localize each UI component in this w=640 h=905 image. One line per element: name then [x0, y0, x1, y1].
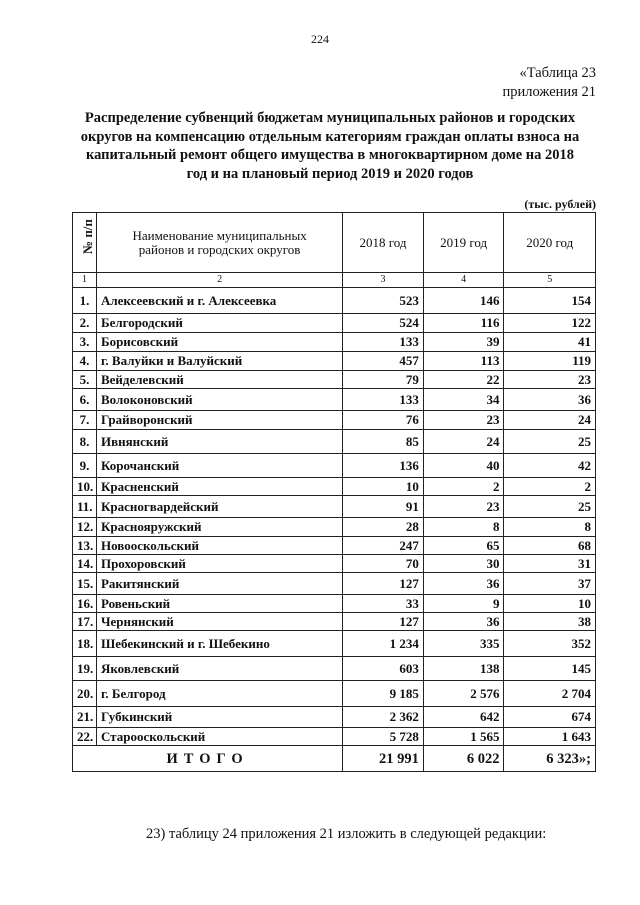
row-value-2019: 9 — [423, 595, 504, 613]
table-row — [73, 478, 596, 496]
row-number: 6. — [73, 389, 97, 411]
row-value-2018: 127 — [343, 573, 424, 595]
table-row — [73, 595, 596, 613]
subvention-table — [72, 212, 596, 772]
row-value-2020: 36 — [504, 389, 596, 411]
row-value-2019: 39 — [423, 333, 504, 352]
header-2019: 2019 год — [423, 213, 504, 273]
row-value-2019: 30 — [423, 555, 504, 573]
row-name: Яковлевский — [96, 657, 342, 681]
row-value-2020: 23 — [504, 371, 596, 389]
row-value-2020: 37 — [504, 573, 596, 595]
table-row — [73, 657, 596, 681]
row-number: 4. — [73, 352, 97, 371]
table-row — [73, 573, 596, 595]
row-value-2018: 91 — [343, 496, 424, 518]
row-value-2018: 9 185 — [343, 681, 424, 707]
row-name: Белгородский — [96, 314, 342, 333]
total-2020: 6 323»; — [504, 746, 596, 772]
row-value-2020: 8 — [504, 518, 596, 537]
column-number: 4 — [423, 273, 504, 288]
title-line-4: год и на плановый период 2019 и 2020 годов — [186, 165, 474, 182]
page-number: 224 — [311, 32, 329, 46]
table-row — [73, 333, 596, 352]
units-label: (тыс. рублей) — [524, 197, 596, 211]
title-line-1: Распределение субвенций бюджетам муниципальных районов и городских — [84, 110, 576, 126]
row-number: 7. — [73, 411, 97, 430]
table-row — [73, 496, 596, 518]
row-value-2018: 70 — [343, 555, 424, 573]
row-name: Вейделевский — [96, 371, 342, 389]
header-num — [73, 213, 97, 273]
header-num-label: № п/п — [80, 218, 95, 254]
row-value-2020: 42 — [504, 454, 596, 478]
table-row — [73, 707, 596, 728]
title-line-3: капитальный ремонт общего имущества в многоквартирном доме на 2018 — [85, 147, 574, 164]
table-row — [73, 728, 596, 746]
row-value-2020: 2 704 — [504, 681, 596, 707]
header-row — [73, 213, 596, 273]
row-name: Корочанский — [96, 454, 342, 478]
header-2020: 2020 год — [504, 213, 596, 273]
row-value-2018: 133 — [343, 333, 424, 352]
row-number: 8. — [73, 430, 97, 454]
row-value-2019: 22 — [423, 371, 504, 389]
table-row — [73, 454, 596, 478]
title-line-2: округов на компенсацию отдельным категориям граждан оплаты взноса на — [80, 128, 580, 145]
row-value-2018: 76 — [343, 411, 424, 430]
row-value-2020: 122 — [504, 314, 596, 333]
header-name — [96, 213, 342, 273]
row-value-2020: 31 — [504, 555, 596, 573]
row-value-2019: 23 — [423, 411, 504, 430]
row-value-2018: 247 — [343, 537, 424, 555]
row-name: Чернянский — [96, 613, 342, 631]
row-value-2019: 24 — [423, 430, 504, 454]
row-value-2020: 41 — [504, 333, 596, 352]
row-name: г. Белгород — [96, 681, 342, 707]
row-value-2019: 146 — [423, 288, 504, 314]
table-row — [73, 631, 596, 657]
row-value-2020: 352 — [504, 631, 596, 657]
row-value-2020: 154 — [504, 288, 596, 314]
row-number: 11. — [73, 496, 97, 518]
row-number: 21. — [73, 707, 97, 728]
row-value-2018: 523 — [343, 288, 424, 314]
row-number: 3. — [73, 333, 97, 352]
table-row — [73, 314, 596, 333]
caption-line-2: приложения 21 — [502, 84, 596, 100]
row-value-2018: 127 — [343, 613, 424, 631]
row-value-2018: 85 — [343, 430, 424, 454]
row-value-2019: 2 — [423, 478, 504, 496]
row-value-2020: 10 — [504, 595, 596, 613]
row-value-2018: 524 — [343, 314, 424, 333]
row-name: Красногвардейский — [96, 496, 342, 518]
row-value-2020: 25 — [504, 430, 596, 454]
row-number: 19. — [73, 657, 97, 681]
footer-instruction: 23) таблицу 24 приложения 21 изложить в следующей редакции: — [146, 826, 547, 842]
table-row — [73, 288, 596, 314]
row-value-2018: 2 362 — [343, 707, 424, 728]
row-number: 22. — [73, 728, 97, 746]
table-row — [73, 537, 596, 555]
row-name: Борисовский — [96, 333, 342, 352]
row-name: Краснояружский — [96, 518, 342, 537]
row-value-2020: 119 — [504, 352, 596, 371]
column-number: 2 — [96, 273, 342, 288]
row-value-2020: 38 — [504, 613, 596, 631]
row-value-2018: 136 — [343, 454, 424, 478]
column-numbers-row — [73, 273, 596, 288]
row-number: 14. — [73, 555, 97, 573]
row-value-2020: 1 643 — [504, 728, 596, 746]
total-2019: 6 022 — [423, 746, 504, 772]
table-row — [73, 681, 596, 707]
row-number: 18. — [73, 631, 97, 657]
row-value-2020: 145 — [504, 657, 596, 681]
row-value-2018: 133 — [343, 389, 424, 411]
row-number: 10. — [73, 478, 97, 496]
row-value-2019: 36 — [423, 613, 504, 631]
row-value-2019: 138 — [423, 657, 504, 681]
column-number: 1 — [73, 273, 97, 288]
row-name: Ровеньский — [96, 595, 342, 613]
table-row — [73, 389, 596, 411]
row-value-2019: 113 — [423, 352, 504, 371]
row-value-2018: 79 — [343, 371, 424, 389]
column-number: 5 — [504, 273, 596, 288]
row-value-2019: 40 — [423, 454, 504, 478]
row-value-2019: 116 — [423, 314, 504, 333]
row-name: Губкинский — [96, 707, 342, 728]
row-value-2019: 335 — [423, 631, 504, 657]
caption-line-1: «Таблица 23 — [519, 65, 596, 81]
total-label: ИТОГО — [73, 746, 343, 772]
row-number: 20. — [73, 681, 97, 707]
row-value-2020: 68 — [504, 537, 596, 555]
row-value-2019: 642 — [423, 707, 504, 728]
row-value-2019: 65 — [423, 537, 504, 555]
row-value-2020: 674 — [504, 707, 596, 728]
total-row — [73, 746, 596, 772]
row-number: 15. — [73, 573, 97, 595]
row-value-2018: 5 728 — [343, 728, 424, 746]
row-number: 2. — [73, 314, 97, 333]
table-row — [73, 371, 596, 389]
header-name-line-2: районов и городских округов — [138, 241, 301, 257]
row-value-2018: 603 — [343, 657, 424, 681]
row-value-2020: 24 — [504, 411, 596, 430]
row-value-2018: 457 — [343, 352, 424, 371]
row-value-2019: 36 — [423, 573, 504, 595]
total-2018: 21 991 — [343, 746, 424, 772]
table-row — [73, 352, 596, 371]
row-name: Новооскольский — [96, 537, 342, 555]
table-row — [73, 518, 596, 537]
row-name: Старооскольский — [96, 728, 342, 746]
row-name: Ракитянский — [96, 573, 342, 595]
row-value-2019: 34 — [423, 389, 504, 411]
row-number: 16. — [73, 595, 97, 613]
header-name-line-1: Наименование муниципальных — [132, 227, 307, 243]
row-value-2018: 33 — [343, 595, 424, 613]
row-number: 13. — [73, 537, 97, 555]
header-2018: 2018 год — [343, 213, 424, 273]
row-value-2018: 10 — [343, 478, 424, 496]
row-number: 1. — [73, 288, 97, 314]
row-value-2019: 1 565 — [423, 728, 504, 746]
row-name: г. Валуйки и Валуйский — [96, 352, 342, 371]
row-name: Прохоровский — [96, 555, 342, 573]
row-name: Грайворонский — [96, 411, 342, 430]
column-number: 3 — [343, 273, 424, 288]
row-value-2018: 28 — [343, 518, 424, 537]
row-number: 17. — [73, 613, 97, 631]
row-value-2020: 25 — [504, 496, 596, 518]
row-value-2019: 23 — [423, 496, 504, 518]
document-title — [62, 109, 598, 183]
table-caption — [503, 64, 596, 102]
table-row — [73, 613, 596, 631]
row-name: Красненский — [96, 478, 342, 496]
row-number: 9. — [73, 454, 97, 478]
row-number: 12. — [73, 518, 97, 537]
table-row — [73, 555, 596, 573]
row-value-2019: 2 576 — [423, 681, 504, 707]
row-name: Ивнянский — [96, 430, 342, 454]
row-name: Алексеевский и г. Алексеевка — [96, 288, 342, 314]
row-name: Волоконовский — [96, 389, 342, 411]
row-value-2020: 2 — [504, 478, 596, 496]
row-number: 5. — [73, 371, 97, 389]
table-row — [73, 430, 596, 454]
table-row — [73, 411, 596, 430]
row-value-2018: 1 234 — [343, 631, 424, 657]
row-value-2019: 8 — [423, 518, 504, 537]
row-name: Шебекинский и г. Шебекино — [96, 631, 342, 657]
